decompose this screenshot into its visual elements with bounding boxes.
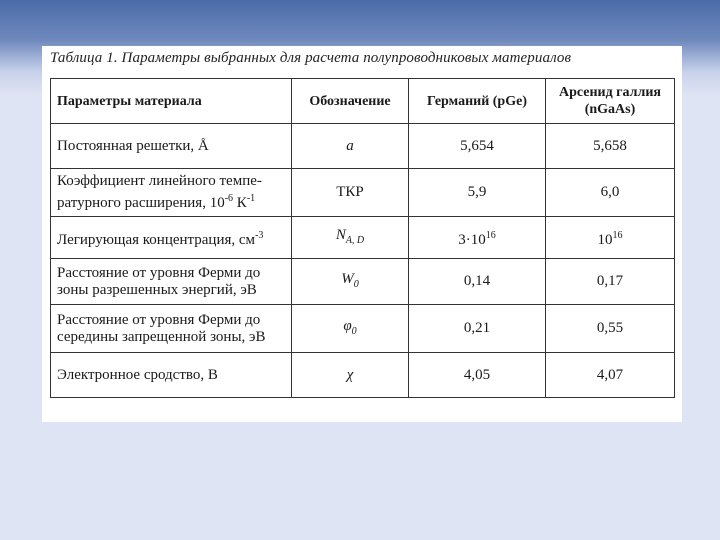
table-row: [51, 259, 675, 305]
param-cell: [51, 305, 292, 353]
table-row: [51, 169, 675, 217]
header-gaas-line1: Арсенид галлия: [558, 85, 662, 100]
header-ge: Германий (pGe): [409, 79, 546, 124]
ge-value-cell: 5,654: [409, 124, 546, 169]
param-line2: ратурного расширения, 10: [57, 195, 225, 211]
symbol-cell: [292, 217, 409, 259]
ge-value-exponent: 16: [485, 229, 496, 241]
param-cell: [51, 169, 292, 217]
symbol-subscript: A, D: [345, 234, 365, 246]
gaas-value-cell: [546, 217, 675, 259]
header-gaas: [546, 79, 675, 124]
gaas-value-cell: 0,55: [546, 305, 675, 353]
symbol-cell: [292, 259, 409, 305]
gaas-value-cell: 5,658: [546, 124, 675, 169]
symbol-text: φ: [343, 317, 352, 334]
param-cell: Постоянная решетки, Å: [51, 124, 292, 169]
ge-value-base: 3·10: [458, 231, 486, 248]
symbol-subscript: 0: [353, 278, 359, 290]
table-row: [51, 217, 675, 259]
table-caption: Таблица 1. Параметры выбранных для расчета полупроводниковых материалов: [50, 50, 572, 66]
symbol-cell: ТКР: [292, 169, 409, 217]
ge-value-cell: [409, 217, 546, 259]
param-unit-exponent: -1: [246, 193, 256, 204]
param-line1: Коэффициент линейного темпе-: [57, 173, 262, 189]
gaas-value-exponent: 16: [612, 229, 623, 241]
symbol-cell: a: [292, 124, 409, 169]
ge-value-cell: 0,14: [409, 259, 546, 305]
header-param: Параметры материала: [51, 79, 292, 124]
gaas-value-cell: 0,17: [546, 259, 675, 305]
param-text: Легирующая концентрация, см: [57, 231, 256, 248]
table-header-row: [51, 79, 675, 124]
param-line1: Расстояние от уровня Ферми до: [57, 311, 261, 328]
gaas-value-cell: 4,07: [546, 353, 675, 398]
param-exponent: -3: [255, 229, 264, 241]
ge-value-cell: 0,21: [409, 305, 546, 353]
param-line2: середины запрещенной зоны, эВ: [57, 328, 266, 345]
symbol-cell: χ: [292, 353, 409, 398]
param-line2: зоны разрешенных энергий, эВ: [57, 281, 257, 298]
param-line1: Расстояние от уровня Ферми до: [57, 264, 261, 281]
ge-value-cell: 5,9: [409, 169, 546, 217]
header-symbol: Обозначение: [292, 79, 409, 124]
ge-value-cell: 4,05: [409, 353, 546, 398]
symbol-text: W: [341, 270, 354, 287]
table-row: [51, 305, 675, 353]
header-gaas-line2: (nGaAs): [584, 102, 636, 117]
symbol-text: N: [335, 226, 346, 243]
symbol-cell: [292, 305, 409, 353]
gaas-value-cell: 6,0: [546, 169, 675, 217]
param-cell: [51, 259, 292, 305]
symbol-subscript: 0: [351, 325, 357, 337]
param-cell: [51, 217, 292, 259]
gaas-value-base: 10: [597, 231, 613, 248]
table-row: [51, 124, 675, 169]
materials-table: [50, 78, 675, 398]
param-unit: К: [233, 195, 247, 211]
table-row: [51, 353, 675, 398]
slide-sheet: [42, 46, 682, 422]
param-exponent: -6: [224, 193, 234, 204]
param-cell: Электронное сродство, В: [51, 353, 292, 398]
